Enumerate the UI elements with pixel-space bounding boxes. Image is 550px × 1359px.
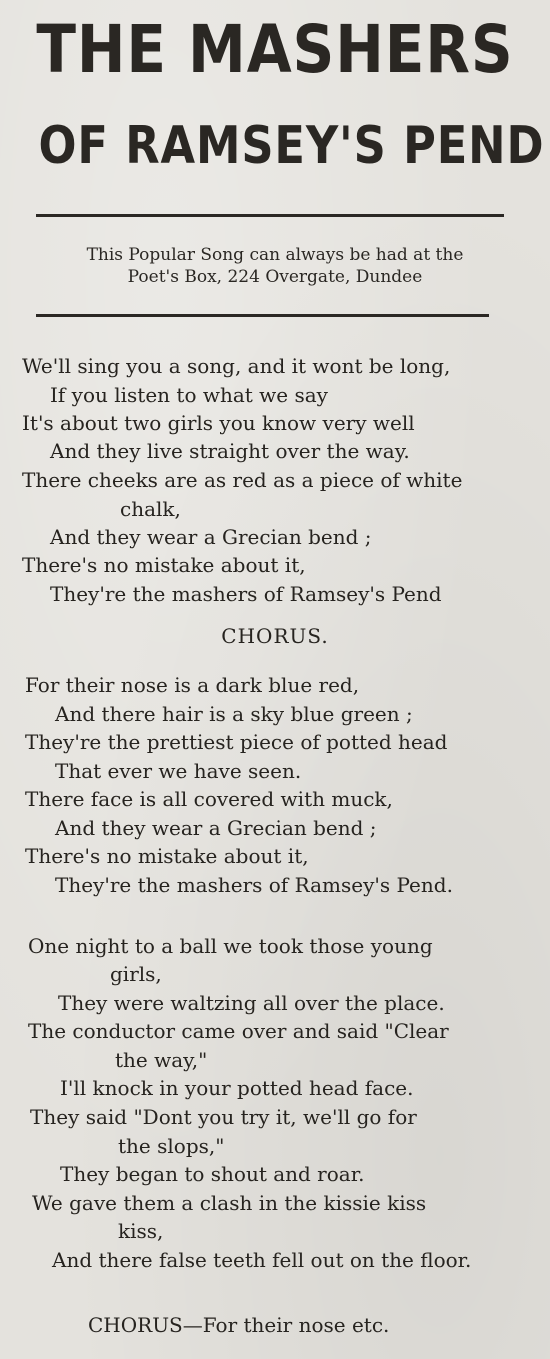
title-line-1: THE MASHERS: [36, 11, 514, 88]
bottom-divider: [36, 314, 489, 317]
top-divider: [36, 214, 504, 217]
verse1-line: And they live straight over the way.: [50, 439, 410, 463]
chorus-line: For their nose is a dark blue red,: [25, 673, 360, 697]
chorus-line: And there hair is a sky blue green ;: [55, 702, 413, 726]
verse2-line: the way,": [115, 1048, 208, 1072]
verse2-line: One night to a ball we took those young: [28, 934, 433, 958]
title-line-2: OF RAMSEY'S PEND: [38, 116, 545, 176]
verse1-line: And they wear a Grecian bend ;: [50, 525, 372, 549]
chorus-line: There face is all covered with muck,: [25, 787, 393, 811]
verse2-line: They were waltzing all over the place.: [58, 991, 445, 1015]
chorus-line: That ever we have seen.: [55, 759, 302, 783]
verse1-line: We'll sing you a song, and it wont be long,: [22, 354, 451, 378]
verse1-line: There's no mistake about it,: [22, 553, 306, 577]
verse2-line: kiss,: [118, 1219, 164, 1243]
chorus-line: And they wear a Grecian bend ;: [55, 816, 377, 840]
notice-line-1: This Popular Song can always be had at the: [86, 245, 464, 265]
chorus-reprise: CHORUS—For their nose etc.: [88, 1313, 390, 1337]
verse2-line: They began to shout and roar.: [60, 1162, 365, 1186]
verse1-line: They're the mashers of Ramsey's Pend: [50, 582, 442, 606]
verse2-line: And there false teeth fell out on the floor.: [52, 1248, 472, 1272]
verse2-line: We gave them a clash in the kissie kiss: [32, 1191, 427, 1215]
verse2-line: the slops,": [118, 1134, 225, 1158]
chorus-line: They're the mashers of Ramsey's Pend.: [55, 873, 453, 897]
verse1-line: There cheeks are as red as a piece of white: [22, 468, 463, 492]
chorus-heading: CHORUS.: [221, 624, 329, 648]
verse1-line: If you listen to what we say: [50, 383, 328, 407]
verse2-line: I'll knock in your potted head face.: [60, 1076, 414, 1100]
verse1-line: It's about two girls you know very well: [22, 411, 415, 435]
chorus-line: They're the prettiest piece of potted head: [25, 730, 448, 754]
notice-line-2: Poet's Box, 224 Overgate, Dundee: [127, 267, 423, 287]
verse2-line: girls,: [110, 962, 162, 986]
verse2-line: The conductor came over and said "Clear: [28, 1019, 449, 1043]
chorus-line: There's no mistake about it,: [25, 844, 309, 868]
verse2-line: They said "Dont you try it, we'll go for: [30, 1105, 417, 1129]
verse1-line: chalk,: [120, 497, 181, 521]
